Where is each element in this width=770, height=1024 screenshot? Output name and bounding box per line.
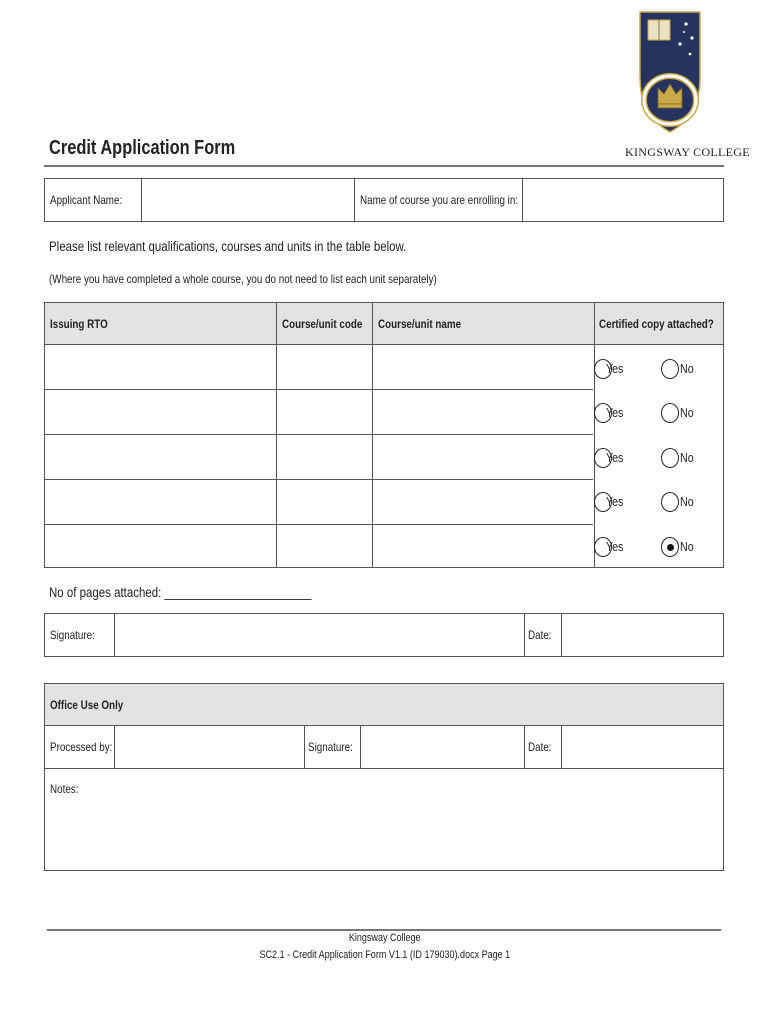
- table-row: [45, 390, 594, 434]
- row5-no-label: No: [680, 539, 694, 554]
- rto-cell[interactable]: [45, 480, 276, 524]
- footer-college-text: Kingsway College: [349, 932, 421, 944]
- instructions-line1: Please list relevant qualifications, courses and units in the table below.: [49, 238, 407, 254]
- row2-no-label: No: [680, 405, 694, 420]
- row1-yes-label: Yes: [606, 361, 624, 376]
- table-row: [45, 346, 594, 389]
- rto-cell[interactable]: [45, 390, 276, 434]
- header-certified-copy: Certified copy attached?: [599, 317, 714, 331]
- date-label: Date:: [528, 628, 552, 642]
- row5-yes-label: Yes: [606, 539, 624, 554]
- row1-no-radio[interactable]: [661, 359, 679, 379]
- code-cell[interactable]: [277, 346, 372, 389]
- name-cell[interactable]: [373, 390, 594, 434]
- code-cell[interactable]: [277, 390, 372, 434]
- table-row: [45, 480, 594, 524]
- course-name-label: Name of course you are enrolling in:: [360, 193, 519, 207]
- table-row: [45, 435, 594, 479]
- name-cell[interactable]: [373, 480, 594, 524]
- row3-no-label: No: [680, 450, 694, 465]
- processed-by-field[interactable]: [115, 727, 304, 768]
- signature-label: Signature:: [50, 628, 95, 642]
- row4-no-label: No: [680, 494, 694, 509]
- table-row: [45, 525, 594, 567]
- applicant-box: [44, 178, 724, 222]
- row3-no-radio[interactable]: [661, 448, 679, 468]
- name-cell[interactable]: [373, 346, 594, 389]
- header-issuing-rto: Issuing RTO: [50, 317, 108, 331]
- row4-no-radio[interactable]: [661, 492, 679, 512]
- code-cell[interactable]: [277, 435, 372, 479]
- rto-cell[interactable]: [45, 525, 276, 567]
- office-use-header: [45, 684, 723, 726]
- footer-document-text: SC2.1 - Credit Application Form V1.1 (ID 179030).docx Page 1: [259, 949, 511, 961]
- header-course-code: Course/unit code: [282, 317, 363, 331]
- notes-field[interactable]: [45, 769, 723, 870]
- title-divider: [44, 165, 724, 167]
- signature-box: [44, 613, 724, 657]
- course-name-field[interactable]: [523, 179, 723, 221]
- applicant-name-field[interactable]: [142, 179, 354, 221]
- date-field[interactable]: [562, 614, 723, 656]
- college-crest-icon: [636, 8, 704, 136]
- code-cell[interactable]: [277, 480, 372, 524]
- instructions-line2: (Where you have completed a whole course, you do not need to list each unit separately): [49, 272, 437, 286]
- row4-yes-label: Yes: [606, 494, 624, 509]
- office-signature-field[interactable]: [361, 727, 524, 768]
- row1-no-label: No: [680, 361, 694, 376]
- row2-yes-label: Yes: [606, 405, 624, 420]
- footer-document-id: [0, 949, 770, 961]
- notes-label: Notes:: [50, 782, 79, 796]
- applicant-name-label: Applicant Name:: [50, 193, 123, 207]
- form-title: Credit Application Form: [49, 137, 236, 159]
- signature-field[interactable]: [115, 614, 524, 656]
- office-use-box: [44, 683, 724, 871]
- header-course-name: Course/unit name: [378, 317, 462, 331]
- footer-divider: [47, 929, 721, 931]
- office-signature-label: Signature:: [308, 740, 353, 754]
- row5-no-radio-checked[interactable]: [661, 537, 679, 557]
- name-cell[interactable]: [373, 435, 594, 479]
- row2-no-radio[interactable]: [661, 403, 679, 423]
- processed-by-label: Processed by:: [50, 740, 113, 754]
- code-cell[interactable]: [277, 525, 372, 567]
- footer-college: [0, 932, 770, 944]
- row3-yes-label: Yes: [606, 450, 624, 465]
- rto-cell[interactable]: [45, 346, 276, 389]
- name-cell[interactable]: [373, 525, 594, 567]
- qualifications-table: [44, 302, 724, 568]
- office-use-title: Office Use Only: [50, 698, 124, 712]
- rto-cell[interactable]: [45, 435, 276, 479]
- pages-attached-label: No of pages attached: _______________________: [49, 584, 312, 600]
- office-date-label: Date:: [528, 740, 552, 754]
- office-date-field[interactable]: [562, 727, 723, 768]
- college-name: KINGSWAY COLLEGE: [625, 145, 750, 159]
